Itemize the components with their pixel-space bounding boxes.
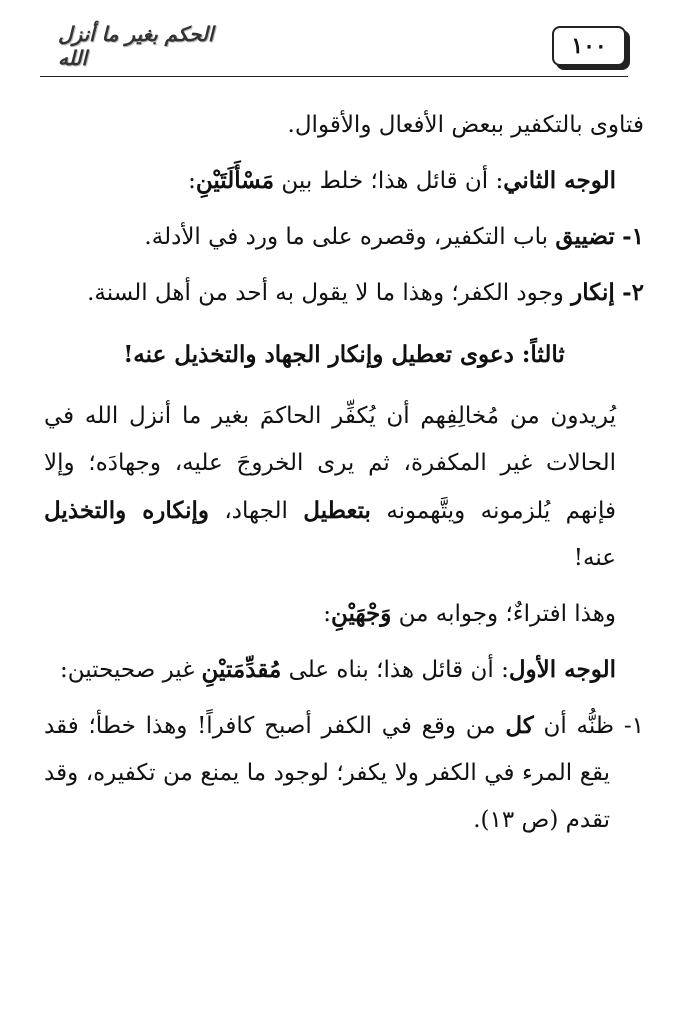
paragraph-3-bold-1: بتعطيل bbox=[303, 497, 371, 524]
paragraph-4-colon: : bbox=[323, 601, 331, 627]
list-item-3-part-b: من وقع في الكفر أصبح كافراً! وهذا خطأ؛ فقد يقع المرء في الكفر ولا يكفر؛ لوجود ما يمنع من تكفيره، وقد تقدم (ص ١٣). bbox=[44, 713, 610, 833]
paragraph-1: فتاوى بالتكفير ببعض الأفعال والأقوال. bbox=[287, 112, 644, 138]
header-title-text: الحكم بغير ما أنزل الله bbox=[58, 22, 214, 70]
list-item-2 bbox=[44, 269, 644, 317]
list-item-3-keyword: كل bbox=[505, 712, 534, 739]
two-premises-word: مُقدِّمَتيْنِ bbox=[201, 656, 282, 683]
list-item-2-text: وجود الكفر؛ وهذا ما لا يقول به أحد من أهل السنة. bbox=[87, 280, 572, 306]
first-aspect-label: الوجه الأول bbox=[508, 656, 616, 683]
page-number-box bbox=[552, 26, 626, 66]
list-item-3 bbox=[44, 702, 644, 844]
list-item-1-number: ١- bbox=[622, 223, 644, 250]
two-issues-word: مَسْأَلَتَيْنِ bbox=[195, 167, 275, 194]
paragraph-first-aspect bbox=[44, 646, 644, 694]
paragraph-4-text: وهذا افتراءٌ؛ وجوابه من bbox=[391, 601, 616, 627]
header-divider bbox=[40, 76, 628, 77]
paragraph-3 bbox=[44, 393, 644, 582]
list-item-1-keyword: تضييق bbox=[555, 223, 615, 250]
list-item-3-number: ١- bbox=[623, 713, 644, 739]
second-aspect-colon: : bbox=[188, 168, 196, 194]
first-aspect-text: : أن قائل هذا؛ بناه على bbox=[281, 657, 509, 683]
two-aspects-word: وَجْهَيْنِ bbox=[330, 600, 392, 627]
second-aspect-label: الوجه الثاني bbox=[503, 167, 616, 194]
list-item-3-part-a: ظنُّه أن bbox=[533, 713, 624, 739]
paragraph-4 bbox=[44, 590, 644, 638]
section-heading-text: : دعوى تعطيل وإنكار الجهاد والتخذيل عنه! bbox=[123, 341, 531, 368]
list-item-1-text: باب التكفير، وقصره على ما ورد في الأدلة. bbox=[144, 224, 556, 250]
paragraph-3-part-c: عنه! bbox=[573, 545, 616, 571]
paragraph-3-part-a: يُريدون من مُخالِفِهم أن يُكفِّر الحاكمَ بغير ما أنزل الله في الحالات غير المكفرة، ثم يرى الخروجَ عليه، وجهادَه؛ وإلا فإنهم يُلزمونه ويتَّهمونه bbox=[44, 403, 616, 524]
page-body bbox=[44, 102, 644, 844]
page-number: ١٠٠ bbox=[571, 33, 607, 59]
paragraph-3-part-b: الجهاد، bbox=[209, 498, 304, 524]
second-aspect-text: : أن قائل هذا؛ خلط بين bbox=[274, 168, 504, 194]
header-title-calligraphy bbox=[58, 22, 218, 70]
paragraph-3-bold-2: وإنكاره والتخذيل bbox=[44, 497, 210, 524]
list-item-2-number: ٢- bbox=[622, 279, 644, 306]
list-item-2-keyword: إنكار bbox=[571, 279, 615, 306]
paragraph-second-aspect bbox=[44, 157, 644, 205]
list-item-1 bbox=[44, 213, 644, 261]
section-heading bbox=[44, 331, 644, 379]
section-heading-prefix: ثالثاً bbox=[530, 341, 565, 368]
first-aspect-end: غير صحيحتين: bbox=[59, 657, 202, 683]
